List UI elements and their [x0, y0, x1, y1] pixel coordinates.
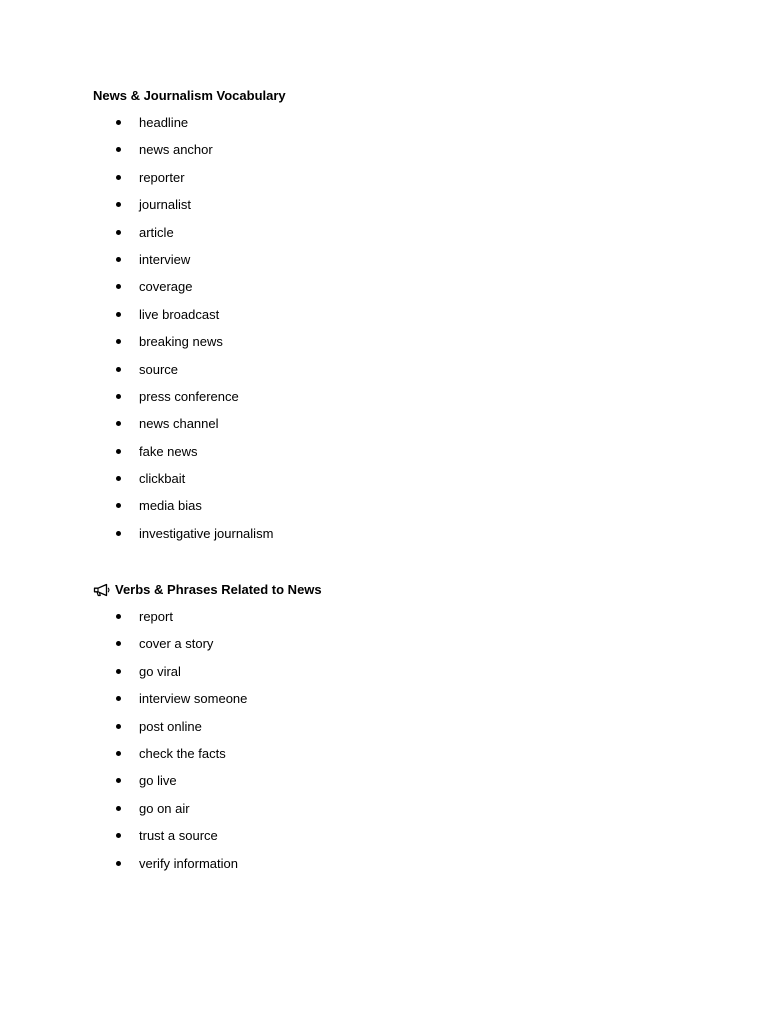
bullet-icon: [116, 120, 121, 125]
list-item-text: news anchor: [139, 142, 213, 158]
list-item: [93, 278, 693, 305]
list-item: [93, 415, 693, 442]
bullet-icon: [116, 751, 121, 756]
bullet-icon: [116, 614, 121, 619]
verbs-phrases-list: [93, 608, 693, 882]
list-item: [93, 855, 693, 882]
list-item-text: article: [139, 224, 174, 240]
list-item-text: news channel: [139, 416, 219, 432]
bullet-icon: [116, 503, 121, 508]
list-item-text: media bias: [139, 498, 202, 514]
bullet-icon: [116, 257, 121, 262]
list-item: [93, 114, 693, 141]
list-item: [93, 772, 693, 799]
bullet-icon: [116, 806, 121, 811]
list-item-text: breaking news: [139, 334, 223, 350]
bullet-icon: [116, 230, 121, 235]
list-item-text: source: [139, 361, 179, 377]
list-item-text: go live: [139, 773, 177, 789]
list-item-text: check the facts: [139, 745, 226, 761]
bullet-icon: [116, 778, 121, 783]
list-item: [93, 333, 693, 360]
section-title: [93, 87, 693, 104]
megaphone-icon: [93, 583, 111, 597]
bullet-icon: [116, 861, 121, 866]
bullet-icon: [116, 531, 121, 536]
list-item-text: press conference: [139, 388, 239, 404]
vocabulary-list: [93, 114, 693, 552]
list-item: [93, 635, 693, 662]
bullet-icon: [116, 367, 121, 372]
list-item: [93, 608, 693, 635]
list-item: [93, 827, 693, 854]
list-item-text: investigative journalism: [139, 525, 274, 541]
list-item: [93, 388, 693, 415]
list-item-text: go viral: [139, 663, 181, 679]
list-item-text: reporter: [139, 169, 185, 185]
bullet-icon: [116, 421, 121, 426]
list-item: [93, 663, 693, 690]
list-item: [93, 224, 693, 251]
list-item-text: clickbait: [139, 471, 186, 487]
list-item: [93, 690, 693, 717]
list-item-text: journalist: [139, 197, 192, 213]
section-news-journalism-vocabulary: [93, 87, 693, 552]
list-item: [93, 745, 693, 772]
list-item: [93, 470, 693, 497]
bullet-icon: [116, 339, 121, 344]
section-title-text: News & Journalism Vocabulary: [93, 88, 286, 103]
bullet-icon: [116, 641, 121, 646]
bullet-icon: [116, 724, 121, 729]
bullet-icon: [116, 284, 121, 289]
list-item-text: report: [139, 609, 173, 624]
list-item: [93, 169, 693, 196]
list-item-text: headline: [139, 115, 189, 130]
list-item-text: fake news: [139, 443, 198, 459]
bullet-icon: [116, 312, 121, 317]
list-item-text: interview someone: [139, 691, 248, 707]
bullet-icon: [116, 476, 121, 481]
list-item: [93, 525, 693, 552]
bullet-icon: [116, 669, 121, 674]
list-item-text: trust a source: [139, 828, 218, 844]
list-item-text: cover a story: [139, 636, 214, 652]
list-item-text: verify information: [139, 855, 238, 871]
list-item: [93, 718, 693, 745]
list-item: [93, 800, 693, 827]
section-title-text: Verbs & Phrases Related to News: [115, 582, 322, 597]
list-item: [93, 196, 693, 223]
list-item: [93, 361, 693, 388]
bullet-icon: [116, 175, 121, 180]
list-item-text: interview: [139, 251, 191, 267]
list-item-text: live broadcast: [139, 306, 220, 322]
list-item: [93, 443, 693, 470]
section-title: [93, 581, 693, 598]
list-item: [93, 251, 693, 278]
bullet-icon: [116, 202, 121, 207]
section-verbs-phrases: [93, 581, 693, 882]
list-item: [93, 141, 693, 168]
list-item: [93, 497, 693, 524]
list-item: [93, 306, 693, 333]
bullet-icon: [116, 833, 121, 838]
bullet-icon: [116, 696, 121, 701]
bullet-icon: [116, 147, 121, 152]
list-item-text: go on air: [139, 800, 190, 816]
bullet-icon: [116, 449, 121, 454]
bullet-icon: [116, 394, 121, 399]
list-item-text: post online: [139, 718, 202, 734]
list-item-text: coverage: [139, 279, 193, 295]
